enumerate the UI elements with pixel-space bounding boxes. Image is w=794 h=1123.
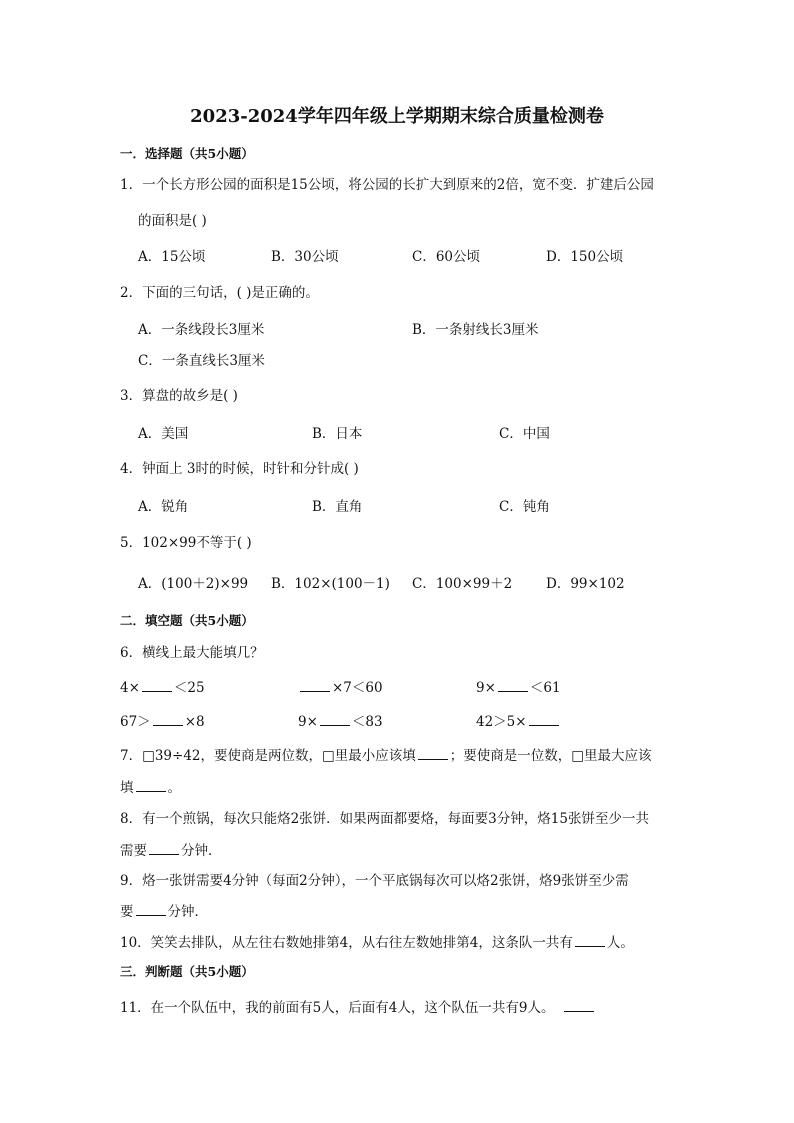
answer-blank[interactable] bbox=[418, 746, 448, 760]
section-heading-choice: 一．选择题（共5小题） bbox=[120, 146, 254, 161]
question-2-option-a: A．一条线段长3厘米 bbox=[138, 322, 265, 338]
answer-blank[interactable] bbox=[575, 933, 605, 947]
question-5-option-b: B．102×(100－1) bbox=[271, 576, 390, 592]
answer-blank[interactable] bbox=[136, 902, 166, 916]
question-8-text-a: 需要 bbox=[120, 843, 147, 859]
question-2-option-b: B．一条射线长3厘米 bbox=[412, 322, 539, 338]
q6-item-1 bbox=[120, 678, 205, 697]
q6-item-3-left: 9× bbox=[476, 680, 496, 696]
question-7-line-1 bbox=[120, 746, 652, 765]
question-3-option-b: B．日本 bbox=[312, 426, 363, 442]
question-7-text-d: 。 bbox=[167, 780, 181, 796]
answer-blank[interactable] bbox=[136, 778, 166, 792]
question-8-line-1: 8．有一个煎锅，每次只能烙2张饼．如果两面都要烙，每面要3分钟，烙15张饼至少一共 bbox=[120, 811, 649, 827]
question-4-option-b: B．直角 bbox=[312, 499, 363, 515]
q6-item-5-left: 9× bbox=[298, 714, 318, 730]
answer-blank[interactable] bbox=[564, 998, 594, 1012]
question-4-text: 4．钟面上 3时的时候，时针和分针成( ) bbox=[120, 461, 359, 477]
q6-item-5-right: ＜83 bbox=[351, 714, 383, 730]
question-4-option-c: C．钝角 bbox=[499, 499, 550, 515]
answer-blank[interactable] bbox=[300, 678, 330, 692]
answer-blank[interactable] bbox=[153, 712, 183, 726]
q6-item-4-right: ×8 bbox=[184, 714, 205, 730]
question-5-option-c: C．100×99＋2 bbox=[412, 576, 513, 592]
q6-item-5 bbox=[298, 712, 383, 731]
question-9-line-2 bbox=[120, 902, 208, 921]
question-2-text: 2．下面的三句话，( )是正确的。 bbox=[120, 285, 319, 301]
question-1-option-d: D．150公顷 bbox=[546, 249, 624, 265]
question-1-option-c: C．60公顷 bbox=[412, 249, 481, 265]
q6-item-4 bbox=[120, 712, 205, 731]
question-7-text-a: 7．□39÷42，要使商是两位数，□里最小应该填 bbox=[120, 748, 416, 764]
question-11-line bbox=[120, 998, 596, 1017]
question-2-option-c: C．一条直线长3厘米 bbox=[138, 353, 265, 369]
question-9-line-1: 9．烙一张饼需要4分钟（每面2分钟），一个平底锅每次可以烙2张饼，烙9张饼至少需 bbox=[120, 873, 629, 889]
q6-item-1-right: ＜25 bbox=[173, 680, 205, 696]
q6-item-1-left: 4× bbox=[120, 680, 140, 696]
question-10-text-a: 10．笑笑去排队，从左往右数她排第4，从右往左数她排第4，这条队一共有 bbox=[120, 935, 573, 951]
question-1-option-a: A．15公顷 bbox=[138, 249, 206, 265]
question-1-option-b: B．30公顷 bbox=[271, 249, 339, 265]
question-9-text-b: 分钟． bbox=[167, 904, 208, 920]
question-7-text-c: 填 bbox=[120, 780, 134, 796]
q6-item-2-right: ×7＜60 bbox=[332, 680, 383, 696]
question-5-option-d: D．99×102 bbox=[546, 576, 625, 592]
question-1-line-1: 1．一个长方形公园的面积是15公顷，将公园的长扩大到原来的2倍，宽不变．扩建后公园 bbox=[120, 177, 654, 193]
answer-blank[interactable] bbox=[142, 678, 172, 692]
question-8-text-b: 分钟． bbox=[181, 843, 222, 859]
answer-blank[interactable] bbox=[529, 712, 559, 726]
question-1-line-2: 的面积是( ) bbox=[138, 213, 207, 229]
question-4-option-a: A．锐角 bbox=[138, 499, 189, 515]
question-5-text: 5．102×99不等于( ) bbox=[120, 535, 252, 551]
question-7-text-b: ；要使商是一位数，□里最大应该 bbox=[449, 748, 652, 764]
q6-item-2 bbox=[298, 678, 383, 697]
question-11-text: 11．在一个队伍中，我的前面有5人，后面有4人，这个队伍一共有9人。 bbox=[120, 1000, 555, 1016]
section-heading-judge: 三．判断题（共5小题） bbox=[120, 964, 254, 979]
section-heading-fill: 二．填空题（共5小题） bbox=[120, 613, 254, 628]
question-3-text: 3．算盘的故乡是( ) bbox=[120, 388, 238, 404]
page-title: 2023-2024学年四年级上学期期末综合质量检测卷 bbox=[190, 106, 604, 127]
question-3-option-c: C．中国 bbox=[499, 426, 550, 442]
question-10-text-b: 人。 bbox=[606, 935, 634, 951]
question-6-text: 6．横线上最大能填几？ bbox=[120, 645, 264, 661]
answer-blank[interactable] bbox=[320, 712, 350, 726]
question-8-line-2 bbox=[120, 841, 222, 860]
question-3-option-a: A．美国 bbox=[138, 426, 189, 442]
question-10-line bbox=[120, 933, 634, 952]
question-9-text-a: 要 bbox=[120, 904, 134, 920]
question-7-line-2 bbox=[120, 778, 181, 797]
answer-blank[interactable] bbox=[498, 678, 528, 692]
q6-item-4-left: 67＞ bbox=[120, 714, 151, 730]
q6-item-6 bbox=[476, 712, 561, 731]
answer-blank[interactable] bbox=[149, 841, 179, 855]
question-5-option-a: A．(100＋2)×99 bbox=[138, 576, 249, 592]
q6-item-6-left: 42＞5× bbox=[476, 714, 527, 730]
q6-item-3 bbox=[476, 678, 561, 697]
q6-item-3-right: ＜61 bbox=[529, 680, 561, 696]
